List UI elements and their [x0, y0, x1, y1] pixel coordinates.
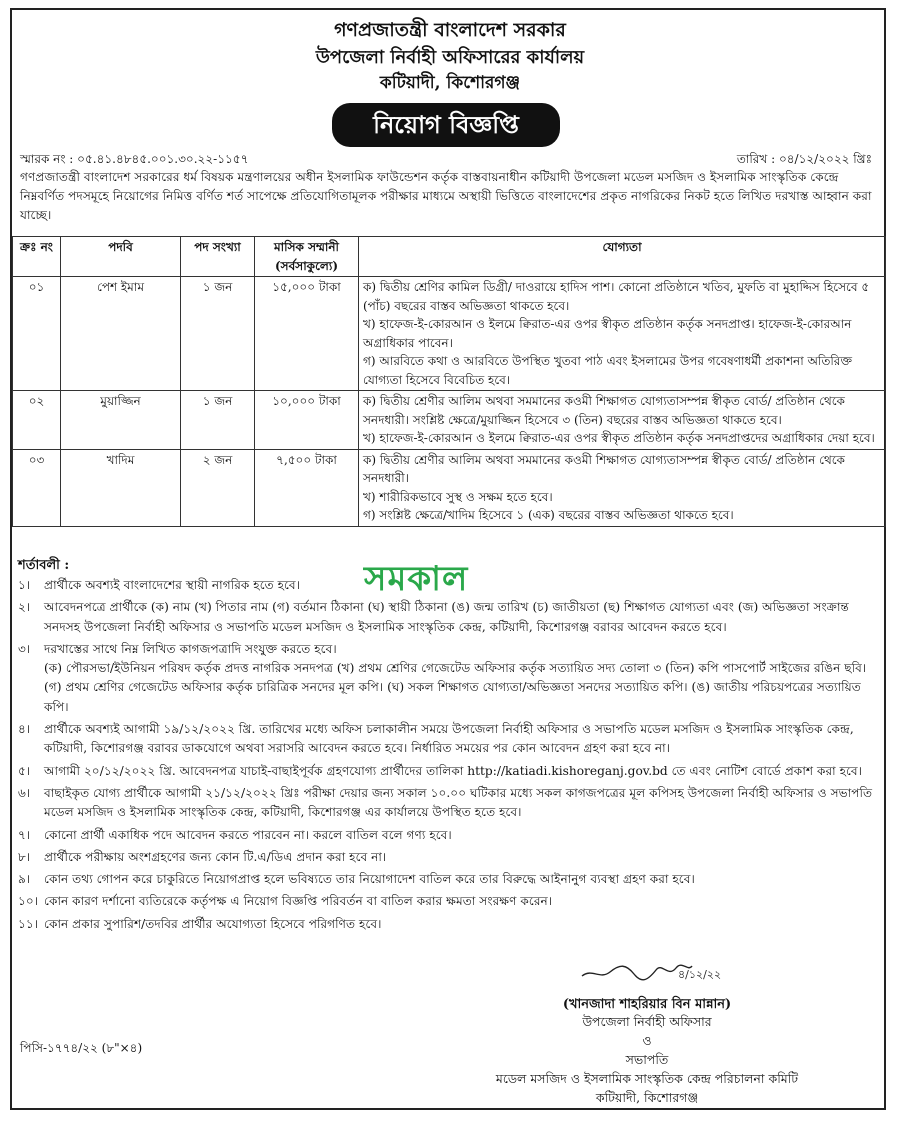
row-serial: ০১: [13, 277, 61, 391]
print-code: পিসি-১৭৭৪/২২ (৮"×৪): [20, 1041, 143, 1055]
list-item: [18, 870, 884, 889]
posts-table: [12, 236, 886, 527]
memo-number: স্মারক নং : ০৫.৪১.৪৮৪৫.০০১.৩০.২২-১১৫৭: [20, 152, 249, 166]
row-count: ১ জন: [181, 277, 255, 391]
signatory-place: কটিয়াদী, কিশোরগঞ্জ: [595, 1090, 699, 1105]
condition-text: কোনো প্রার্থী একাধিক পদে আবেদন করতে পারবেন না। করলে বাতিল বলে গণ্য হবে।: [44, 827, 452, 842]
condition-text: বাছাইকৃত যোগ্য প্রার্থীকে আগামী ২১/১২/২০২২ খ্রিঃ পরীক্ষা দেয়ার জন্য সকাল ১০.০০ ঘটিকার মধ্যে সকল কাগজপত্রের মূল কপিসহ উপজেলা নির্বাহী অফিসার ও সভাপতি মডেল মসজিদ ও ইসলামিক সাংস্কৃতিক কেন্দ্র, কটিয়াদী, কিশোরগঞ্জ এর কার্যালয়ে উপস্থিত হতে হবে।: [44, 785, 873, 820]
qualification-item: খ) হাফেজ-ই-কোরআন ও ইলমে ক্বিরাত-এর ওপর স্বীকৃত প্রতিষ্ঠান কর্তৃক সনদপ্রাপ্ত। হাফেজ-ই-কোরআন অগ্রাধিকার পাবেন।: [363, 317, 852, 350]
list-item: [18, 576, 884, 595]
signatory-role: সভাপতি: [625, 1052, 669, 1067]
list-item: [18, 848, 884, 867]
newspaper-watermark: সমকাল: [364, 559, 469, 599]
signatory-title: উপজেলা নির্বাহী অফিসার: [582, 1014, 712, 1029]
notice-title-badge: নিয়োগ বিজ্ঞপ্তি: [332, 103, 560, 147]
header-serial: ক্রঃ নং: [13, 237, 61, 277]
qualification-item: খ) হাফেজ-ই-কোরআন ও ইলমে ক্বিরাত-এর ওপর স্বীকৃত প্রতিষ্ঠান কর্তৃক সনদপ্রাপ্তদের অগ্রাধিকার দেয়া হবে।: [363, 431, 875, 445]
handwritten-signature: [578, 950, 728, 990]
list-item: [18, 720, 884, 759]
qualification-item: ক) দ্বিতীয় শ্রেণীর আলিম অথবা সমমানের কওমী শিক্ষাগত যোগ্যতাসম্পন্ন স্বীকৃত বোর্ড/ প্রতিষ্ঠান থেকে সনদধারী। সংশ্লিষ্ট ক্ষেত্রে/মুয়াজ্জিন হিসেবে ৩ (তিন) বছরের বাস্তব অভিজ্ঞতা থাকতে হবে।: [363, 394, 845, 427]
condition-text: প্রার্থীকে অবশ্যই আগামী ১৯/১২/২০২২ খ্রি. তারিখের মধ্যে অফিস চলাকালীন সময়ে উপজেলা নির্বাহী অফিসার ও সভাপতি মডেল মসজিদ ও ইসলামিক সাংস্কৃতিক কেন্দ্র, কটিয়াদী, কিশোরগঞ্জ বরাবর ডাকযোগে অথবা সরাসরি আবেদন করতে হবে। নির্ধারিত সময়ের পর কোন আবেদন গ্রহণ করা হবে না।: [44, 722, 854, 756]
row-count: ১ জন: [181, 391, 255, 450]
office-location: কটিয়াদী, কিশোরগঞ্জ: [379, 73, 521, 93]
condition-number: ২।: [18, 600, 31, 615]
condition-text: প্রার্থীকে পরীক্ষায় অংশগ্রহণের জন্য কোন টি.এ/ডিএ প্রদান করা হবে না।: [44, 849, 387, 864]
table-row: [13, 391, 886, 450]
qualification-item: গ) আরবিতে কথা ও আরবিতে উপস্থিত খুতবা পাঠ এবং ইসলামের উপর গবেষণাধর্মী প্রকাশনা অতিরিক্ত যোগ্যতা হিসেবে বিবেচিত হবে।: [363, 354, 853, 387]
table-row: [13, 277, 886, 391]
condition-number: ৮।: [18, 849, 31, 864]
header-salary: মাসিক সম্মানী (সর্বসাকুল্যে): [255, 237, 359, 277]
gov-title: গণপ্রজাতন্ত্রী বাংলাদেশ সরকার: [334, 19, 566, 41]
row-salary: ১৫,০০০ টাকা: [255, 277, 359, 391]
table-row: [13, 449, 886, 526]
condition-text: কোন প্রকার সুপারিশ/তদবির প্রার্থীর অযোগ্যতা হিসেবে পরিগণিত হবে।: [44, 916, 382, 931]
list-item: [18, 784, 884, 823]
qualification-item: ক) দ্বিতীয় শ্রেণির কামিল ডিগ্রী/ দাওরায়ে হাদিস পাশ। কোনো প্রতিষ্ঠানে খতিব, মুফতি বা মুহাদ্দিস হিসেবে ৫ (পাঁচ) বছরের বাস্তব অভিজ্ঞতা থাকতে হবে।: [363, 280, 870, 313]
row-post: মুয়াজ্জিন: [61, 391, 181, 450]
condition-number: ৫।: [18, 763, 31, 778]
header-post: পদবি: [61, 237, 181, 277]
signatory-name: (খানজাদা শাহরিয়ার বিন মান্নান): [562, 997, 732, 1012]
condition-number: ৪।: [18, 722, 31, 737]
signatory-and: ও: [642, 1033, 652, 1048]
notice-date: তারিখ : ০৪/১২/২০২২ খ্রিঃ: [736, 152, 872, 166]
list-item: [18, 826, 884, 845]
intro-paragraph: গণপ্রজাতন্ত্রী বাংলাদেশ সরকারের ধর্ম বিষয়ক মন্ত্রণালয়ের অধীন ইসলামিক ফাউন্ডেশন কর্তৃক বাস্তবায়নাধীন কটিয়াদী উপজেলা মডেল মসজিদ ও ইসলামিক সাংস্কৃতিক কেন্দ্রে নিম্নবর্ণিত পদসমূহে নিয়োগের নিমিত্ত বর্ণিত শর্ত সাপেক্ষে প্রতিযোগিতামূলক পরীক্ষার মাধ্যমে অস্থায়ী ভিত্তিতে বাংলাদেশের প্রকৃত নাগরিকের নিকট হতে লিখিত দরখাস্ত আহ্বান করা যাচ্ছে।: [20, 170, 872, 222]
signatory-committee: মডেল মসজিদ ও ইসলামিক সাংস্কৃতিক কেন্দ্র পরিচালনা কমিটি: [495, 1071, 799, 1086]
list-item: [18, 762, 884, 781]
condition-number: ১১।: [18, 916, 39, 931]
row-count: ২ জন: [181, 449, 255, 526]
row-qualifications: [359, 449, 886, 526]
list-item: [18, 892, 884, 911]
list-item: [18, 640, 884, 717]
condition-text: কোন কারণ দর্শানো ব্যতিরেকে কর্তৃপক্ষ এ নিয়োগ বিজ্ঞপ্তি পরিবর্তন বা বাতিল করার ক্ষমতা সংরক্ষণ করেন।: [44, 894, 553, 909]
condition-number: ৭।: [18, 827, 31, 842]
qualification-item: খ) শারীরিকভাবে সুস্থ ও সক্ষম হতে হবে।: [363, 489, 553, 504]
header-count: পদ সংখ্যা: [181, 237, 255, 277]
notice-frame: [10, 8, 886, 1110]
condition-text: দরখাস্তের সাথে নিম্ন লিখিত কাগজপত্রাদি সংযুক্ত করতে হবে। (ক) পৌরসভা/ইউনিয়ন পরিষদ কর্তৃক প্রদত্ত নাগরিক সনদপত্র (খ) প্রথম শ্রেণির গেজেটেড অফিসার কর্তৃক সত্যায়িত সদ্য তোলা ৩ (তিন) কপি পাসপোর্ট সাইজের রঙিন ছবি। (গ) প্রথম শ্রেণির গেজেটেড অফিসার কর্তৃক চারিত্রিক সনদের মূল কপি। (ঘ) সকল শিক্ষাগত যোগ্যতা/অভিজ্ঞতা সনদের সত্যায়িত কপি। (ঙ) জাতীয় পরিচয়পত্রের সত্যায়িত কপি।: [44, 641, 867, 714]
row-post: খাদিম: [61, 449, 181, 526]
row-qualifications: [359, 277, 886, 391]
condition-text: আগামী ২০/১২/২০২২ খ্রি. আবেদনপত্র যাচাই-বাছাইপূর্বক গ্রহণযোগ্য প্রার্থীদের তালিকা http://katiadi.kishoreganj.gov.bd তে এবং নোটিশ বোর্ডে প্রকাশ করা হবে।: [44, 763, 863, 778]
condition-text: কোন তথ্য গোপন করে চাকুরিতে নিয়োগপ্রাপ্ত হলে ভবিষ্যতে তার নিয়োগাদেশ বাতিল করে তার বিরুদ্ধে আইনানুগ ব্যবস্থা গ্রহণ করা হবে।: [44, 872, 695, 887]
condition-number: ৩।: [18, 641, 31, 656]
condition-number: ৯।: [18, 872, 31, 887]
row-salary: ১০,০০০ টাকা: [255, 391, 359, 450]
condition-text: প্রার্থীকে অবশ্যই বাংলাদেশের স্থায়ী নাগরিক হতে হবে।: [44, 578, 301, 592]
list-item: [18, 915, 884, 934]
row-salary: ৭,৫০০ টাকা: [255, 449, 359, 526]
list-item: [18, 598, 884, 637]
row-serial: ০৩: [13, 449, 61, 526]
condition-number: ৬।: [18, 785, 31, 800]
signature-date: ৪/১২/২২: [678, 968, 722, 981]
condition-number: ১০।: [18, 894, 39, 909]
row-serial: ০২: [13, 391, 61, 450]
condition-text: আবেদনপত্রে প্রার্থীকে (ক) নাম (খ) পিতার নাম (গ) বর্তমান ঠিকানা (ঘ) স্থায়ী ঠিকানা (ঙ) জন্ম তারিখ (চ) জাতীয়তা (ছ) শিক্ষাগত যোগ্যতা এবং (জ) অভিজ্ঞতা সংক্রান্ত সনদসহ উপজেলা নির্বাহী অফিসার ও সভাপতি মডেল মসজিদ ও ইসলামিক সাংস্কৃতিক কেন্দ্র, কটিয়াদী, কিশোরগঞ্জ বরাবর আবেদন করতে হবে।: [44, 600, 849, 634]
office-title: উপজেলা নির্বাহী অফিসারের কার্যালয়: [315, 47, 585, 68]
qualification-item: গ) সংশ্লিষ্ট ক্ষেত্রে/খাদিম হিসেবে ১ (এক) বছরের বাস্তব অভিজ্ঞতা থাকতে হবে।: [363, 508, 734, 522]
header-qualification: যোগ্যতা: [359, 237, 886, 277]
row-post: পেশ ইমাম: [61, 277, 181, 391]
condition-number: ১।: [18, 578, 31, 592]
qualification-item: ক) দ্বিতীয় শ্রেণীর আলিম অথবা সমমানের কওমী শিক্ষাগত যোগ্যতাসম্পন্ন স্বীকৃত বোর্ড/ প্রতিষ্ঠান থেকে সনদধারী।: [363, 452, 845, 485]
table-header-row: [13, 237, 886, 277]
row-qualifications: [359, 391, 886, 450]
conditions-list: [18, 576, 884, 937]
conditions-title: শর্তাবলী :: [18, 558, 70, 573]
